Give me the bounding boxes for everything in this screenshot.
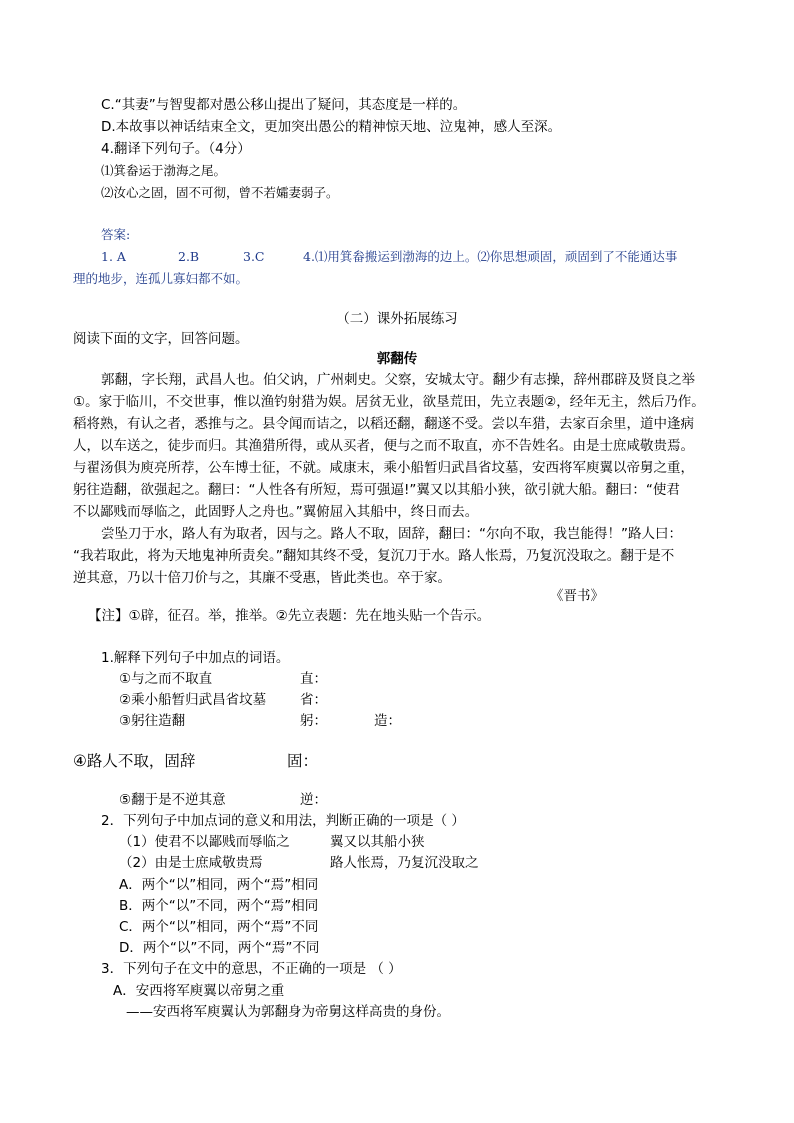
q1-word: 造： — [374, 713, 401, 729]
q2-option: B．两个“以”不同，两个“焉”相同 — [119, 898, 319, 914]
question-1-title: 1.解释下列句子中加点的词语。 — [101, 650, 290, 666]
q1-sentence: ③躬往造翻 — [119, 713, 186, 729]
q1-sentence: ⑤翻于是不逆其意 — [119, 792, 226, 808]
q3-option-a: A．安西将军庾翼以帝舅之重 — [113, 983, 285, 999]
passage-title: 郭翻传 — [376, 351, 418, 367]
passage-line: 人，以车送之，徒步而归。其渔猎所得，或从买者，便与之而不取直，亦不告姓名。由是士庶咸敬贵焉。 — [73, 438, 694, 454]
q1-sentence: ④路人不取，固辞 — [73, 752, 196, 770]
question-2-title: 2．下列句子中加点词的意义和用法，判断正确的一项是（ ） — [101, 813, 465, 829]
note: 【注】①辟，征召。举，推举。②先立表题：先在地头贴一个告示。 — [88, 608, 491, 624]
answer-3: 3.C — [243, 249, 265, 264]
option-d: D.本故事以神话结束全文，更加突出愚公的精神惊天地、泣鬼神，感人至深。 — [101, 119, 562, 135]
instruction: 阅读下面的文字，回答问题。 — [73, 331, 249, 347]
passage-line: 不以鄙贱而辱临之，此固野人之舟也。”翼俯屈入其船中，终日而去。 — [73, 504, 479, 520]
answer-label: 答案: — [101, 227, 131, 242]
question-3-title: 3．下列句子在文中的意思，不正确的一项是 （ ） — [101, 961, 402, 977]
source-citation: 《晋书》 — [550, 588, 604, 604]
question-4-sentence-1: ⑴箕畚运于渤海之尾。 — [101, 163, 227, 178]
answer-1: 1. A — [101, 249, 126, 264]
q1-word: 逆： — [300, 792, 327, 808]
answer-2: 2.B — [178, 249, 200, 264]
q1-word: 固： — [287, 752, 319, 770]
passage-line: 郭翻，字长翔，武昌人也。伯父讷，广州刺史。父察，安城太守。翻少有志操，辞州郡辟及贤良之举 — [101, 372, 695, 388]
q2-pair-1-a: （1）使君不以鄙贱而辱临之 — [119, 834, 290, 850]
passage-line: 躬往造翻，欲强起之。翻曰：“人性各有所短，焉可强逼!”翼又以其船小狭，欲引就大船。翻曰：“使君 — [73, 482, 680, 498]
q1-word: 躬： — [300, 713, 327, 729]
q1-word: 直： — [300, 671, 327, 687]
q1-sentence: ②乘小船暂归武昌省坟墓 — [119, 692, 267, 708]
section-title: （二）课外拓展练习 — [336, 311, 458, 327]
q2-option: D．两个“以”不同，两个“焉”不同 — [119, 940, 320, 956]
passage-line: 逆其意，乃以十倍刀价与之，其廉不受惠，皆此类也。卒于家。 — [73, 570, 451, 586]
question-4-title: 4.翻译下列句子。（4分） — [101, 141, 251, 157]
answer-4-continued: 理的地步，连孤儿寡妇都不如。 — [73, 271, 249, 286]
q2-option: C．两个“以”相同，两个“焉”不同 — [119, 919, 319, 935]
passage-line: 尝坠刀于水，路人有为取者，因与之。路人不取，固辞，翻曰：“尔向不取，我岂能得！”路人曰： — [101, 526, 682, 542]
q2-pair-1-b: 翼又以其船小狭 — [330, 834, 425, 850]
answer-4: 4.⑴用箕畚搬运到渤海的边上。⑵你思想顽固，顽固到了不能通达事 — [303, 249, 678, 264]
q1-sentence: ①与之而不取直 — [119, 671, 213, 687]
passage-line: “我若取此，将为天地鬼神所责矣。”翻知其终不受，复沉刀于水。路人怅焉，乃复沉没取之。翻于是不 — [73, 548, 675, 564]
passage-line: 与翟汤俱为庾亮所荐，公车博士征，不就。咸康末，乘小船暂归武昌省坟墓，安西将军庾翼以帝舅之重， — [73, 460, 694, 476]
q3-option-a-explanation: ——安西将军庾翼认为郭翻身为帝舅这样高贵的身份。 — [126, 1004, 450, 1020]
q2-pair-2-a: （2）由是士庶咸敬贵焉 — [119, 855, 263, 871]
passage-line: ①。家于临川，不交世事，惟以渔钓射猎为娱。居贫无业，欲垦荒田，先立表题②，经年无主，然后乃作。 — [73, 394, 705, 410]
q2-pair-2-b: 路人怅焉，乃复沉没取之 — [330, 855, 479, 871]
q1-word: 省： — [300, 692, 327, 708]
option-c: C.“其妻”与智叟都对愚公移山提出了疑问，其态度是一样的。 — [101, 97, 467, 113]
question-4-sentence-2: ⑵汝心之固，固不可彻，曾不若孀妻弱子。 — [101, 185, 339, 200]
passage-line: 稻将熟，有认之者，悉推与之。县令闻而诘之，以稻还翻，翻遂不受。尝以车猎，去家百余里，道中逢病 — [73, 416, 694, 432]
q2-option: A．两个“以”相同，两个“焉”相同 — [119, 877, 319, 893]
